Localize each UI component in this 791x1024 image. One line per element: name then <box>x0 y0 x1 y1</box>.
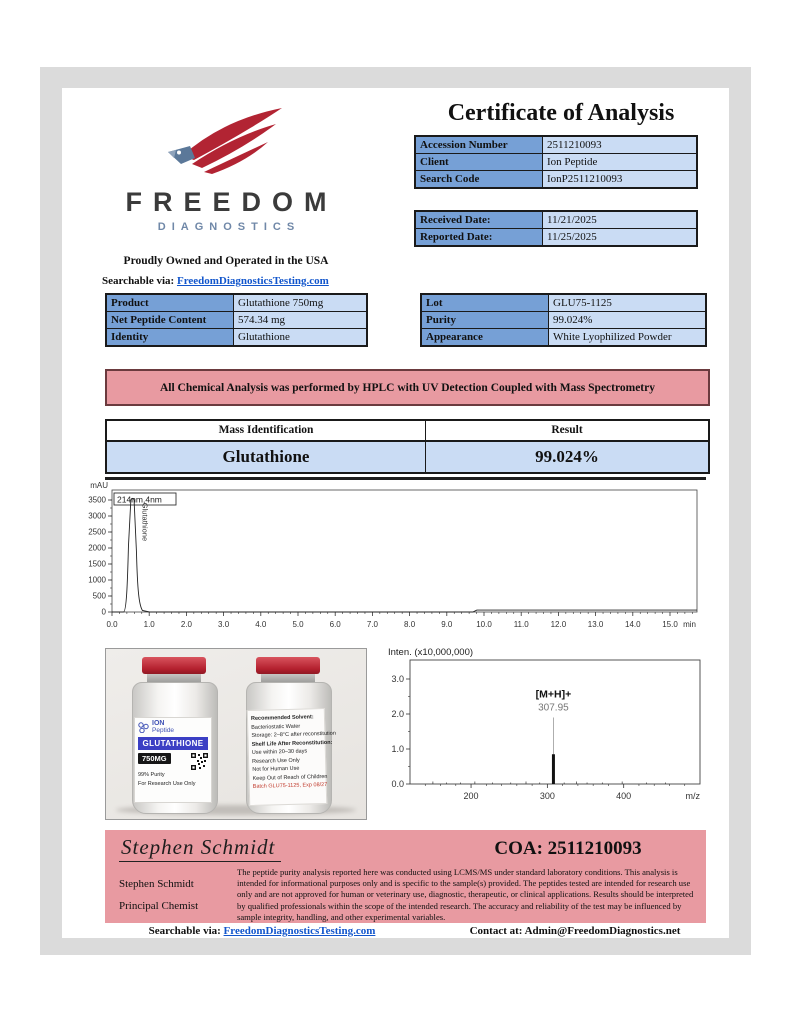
svg-text:1.0: 1.0 <box>391 744 404 754</box>
svg-text:3.0: 3.0 <box>218 620 230 629</box>
accession-info-table <box>414 135 698 189</box>
vial-product-name: GLUTATHIONE <box>138 737 208 750</box>
mass-identification-table <box>105 419 710 474</box>
coa-number: COA: 2511210093 <box>494 838 642 859</box>
table-row <box>415 229 697 247</box>
svg-text:214nm,4nm: 214nm,4nm <box>117 494 162 505</box>
back-label-line: Keep Out of Reach of Children <box>252 773 328 782</box>
svg-text:5.0: 5.0 <box>292 620 304 629</box>
svg-text:2000: 2000 <box>88 543 106 553</box>
svg-text:mAU: mAU <box>90 482 108 490</box>
svg-text:Inten. (x10,000,000): Inten. (x10,000,000) <box>388 647 474 658</box>
vial-front <box>128 657 220 815</box>
table-row <box>415 171 697 189</box>
row-label: Net Peptide Content <box>106 312 234 329</box>
row-label: Lot <box>421 294 549 312</box>
footer-searchable <box>112 925 412 937</box>
ms-chart-svg <box>384 644 716 812</box>
signature-script: Stephen Schmidt <box>119 835 281 862</box>
row-label: Reported Date: <box>415 229 543 247</box>
vial-front-label <box>134 717 212 803</box>
table-row <box>106 329 367 347</box>
svg-text:3500: 3500 <box>88 495 106 505</box>
eagle-logo-icon <box>160 106 292 180</box>
svg-text:0.0: 0.0 <box>391 779 404 789</box>
logo-block <box>90 106 362 287</box>
vial-brand-top: ION <box>152 720 165 727</box>
svg-text:300: 300 <box>539 791 555 801</box>
svg-text:m/z: m/z <box>685 791 700 801</box>
row-value: 99.024% <box>549 312 707 329</box>
product-table-right <box>420 293 707 347</box>
table-row <box>415 154 697 171</box>
footer-search-label: Searchable via: <box>148 925 221 937</box>
svg-text:7.0: 7.0 <box>366 620 378 629</box>
back-label-line: Bacteriostatic Water <box>251 723 301 731</box>
vial-purity-text: 99% Purity <box>138 772 165 778</box>
svg-text:200: 200 <box>463 791 479 801</box>
back-label-line: Use within 20–30 days <box>251 748 308 756</box>
svg-text:3000: 3000 <box>88 511 106 521</box>
ms-mz-label: 307.95 <box>538 702 569 714</box>
row-value: 11/21/2025 <box>543 211 698 229</box>
section-divider <box>105 477 706 480</box>
vial-cap <box>256 657 320 674</box>
svg-text:12.0: 12.0 <box>550 620 567 629</box>
hplc-chart-svg <box>84 482 709 640</box>
column-header: Mass Identification <box>107 421 426 440</box>
ion-peptide-logo <box>138 720 208 734</box>
vial-cap <box>142 657 206 674</box>
back-label-line: Storage: 2–8°C after reconstitution <box>251 730 336 739</box>
svg-text:10.0: 10.0 <box>476 620 492 629</box>
svg-text:14.0: 14.0 <box>625 620 641 629</box>
row-value: Ion Peptide <box>543 154 698 171</box>
purity-result: 99.024% <box>535 447 599 466</box>
chemist-name: Stephen Schmidt <box>119 878 194 890</box>
svg-text:11.0: 11.0 <box>513 620 529 629</box>
table-row <box>106 294 367 312</box>
signature-box <box>105 830 706 923</box>
row-value: Glutathione 750mg <box>234 294 368 312</box>
table-row <box>415 211 697 229</box>
analyte-name: Glutathione <box>107 442 426 472</box>
row-label: Search Code <box>415 171 543 189</box>
table-row <box>421 312 706 329</box>
row-value: Glutathione <box>234 329 368 347</box>
searchable-label: Searchable via: <box>102 275 175 287</box>
qr-code <box>191 753 208 770</box>
vial-dose-chip: 750MG <box>138 753 171 764</box>
back-label-line: Shelf Life After Reconstitution: <box>251 739 333 748</box>
header-right <box>414 100 708 247</box>
back-label-batch-line: Batch GLU75-1125, Exp 08/27 <box>252 781 328 790</box>
svg-text:1.0: 1.0 <box>143 620 155 629</box>
row-label: Accession Number <box>415 136 543 154</box>
back-label-line: Not for Human Use <box>252 765 300 773</box>
svg-text:8.0: 8.0 <box>404 620 416 629</box>
vial-brand-bottom: Peptide <box>152 727 175 734</box>
dates-table <box>414 210 698 247</box>
svg-text:2500: 2500 <box>88 527 106 537</box>
table-row <box>106 312 367 329</box>
svg-text:0.0: 0.0 <box>106 620 118 629</box>
back-label-line: Research Use Only <box>252 757 300 765</box>
analysis-method-text: All Chemical Analysis was performed by HPLC with UV Detection Coupled with Mass Spectrometry <box>159 381 655 394</box>
row-value: GLU75-1125 <box>549 294 707 312</box>
analysis-method-banner <box>105 369 710 406</box>
peak-label: Glutathione <box>140 502 150 542</box>
row-label: Purity <box>421 312 549 329</box>
row-value: 574.34 mg <box>234 312 368 329</box>
svg-text:4.0: 4.0 <box>255 620 267 629</box>
ms-adduct-label: [M+H]+ <box>535 688 572 701</box>
vial-collar <box>261 674 315 682</box>
svg-text:min: min <box>683 620 696 629</box>
row-value: IonP2511210093 <box>543 171 698 189</box>
row-label: Product <box>106 294 234 312</box>
brand-tagline: Proudly Owned and Operated in the USA <box>123 255 329 267</box>
svg-text:6.0: 6.0 <box>329 620 341 629</box>
product-vial-photo <box>105 648 367 820</box>
svg-text:3.0: 3.0 <box>391 674 404 684</box>
svg-text:2.0: 2.0 <box>180 620 192 629</box>
table-row <box>107 442 708 472</box>
svg-text:400: 400 <box>616 791 632 801</box>
vial-collar <box>147 674 201 682</box>
table-row <box>421 294 706 312</box>
molecule-icon <box>138 722 149 733</box>
product-table-left <box>105 293 368 347</box>
back-label-line: Recommended Solvent: <box>250 714 314 722</box>
footer-search-link[interactable]: FreedomDiagnosticsTesting.com <box>223 925 376 937</box>
svg-text:2.0: 2.0 <box>391 709 404 719</box>
svg-text:13.0: 13.0 <box>587 620 604 629</box>
svg-text:500: 500 <box>92 591 106 601</box>
row-label: Client <box>415 154 543 171</box>
searchable-line <box>90 275 362 287</box>
certificate-sheet <box>62 88 729 938</box>
row-value: 2511210093 <box>543 136 698 154</box>
hplc-chromatogram <box>84 482 709 640</box>
svg-text:0: 0 <box>101 607 106 617</box>
searchable-link[interactable]: FreedomDiagnosticsTesting.com <box>176 275 329 287</box>
footer-contact: Contact at: Admin@FreedomDiagnostics.net <box>469 925 681 937</box>
row-label: Received Date: <box>415 211 543 229</box>
row-value: 11/25/2025 <box>543 229 698 247</box>
vial-back-label <box>247 708 336 806</box>
column-header: Result <box>551 424 583 436</box>
svg-text:1500: 1500 <box>88 559 106 569</box>
vial-back <box>242 657 334 815</box>
row-value: White Lyophilized Powder <box>549 329 707 347</box>
disclaimer-text: The peptide purity analysis reported here was conducted using LCMS/MS under standard laboratory conditions. This analysis is intended for informational purposes only and is specific to the sample(s) provided. The peptides tested are intended for research use only and are not approved for human or veterinary use, diagnostic, therapeutic, or clinical applications. Results should be interpreted by qualified professionals within the scope of the intended research. The accuracy and reliability of the test may be influenced by sample integrity, handling, and other experimental variables. <box>237 867 694 922</box>
chemist-title: Principal Chemist <box>119 900 199 912</box>
svg-text:9.0: 9.0 <box>441 620 453 629</box>
page-title: Certificate of Analysis <box>447 100 675 126</box>
table-row <box>421 329 706 347</box>
mass-table-header <box>107 421 708 442</box>
svg-text:1000: 1000 <box>88 575 106 585</box>
brand-name: FREEDOM <box>125 187 338 217</box>
mass-spectrum <box>384 644 716 812</box>
row-label: Identity <box>106 329 234 347</box>
table-row <box>415 136 697 154</box>
svg-text:15.0: 15.0 <box>662 620 678 629</box>
vial-use-text: For Research Use Only <box>138 781 196 787</box>
row-label: Appearance <box>421 329 549 347</box>
brand-subname: DIAGNOSTICS <box>157 221 301 233</box>
